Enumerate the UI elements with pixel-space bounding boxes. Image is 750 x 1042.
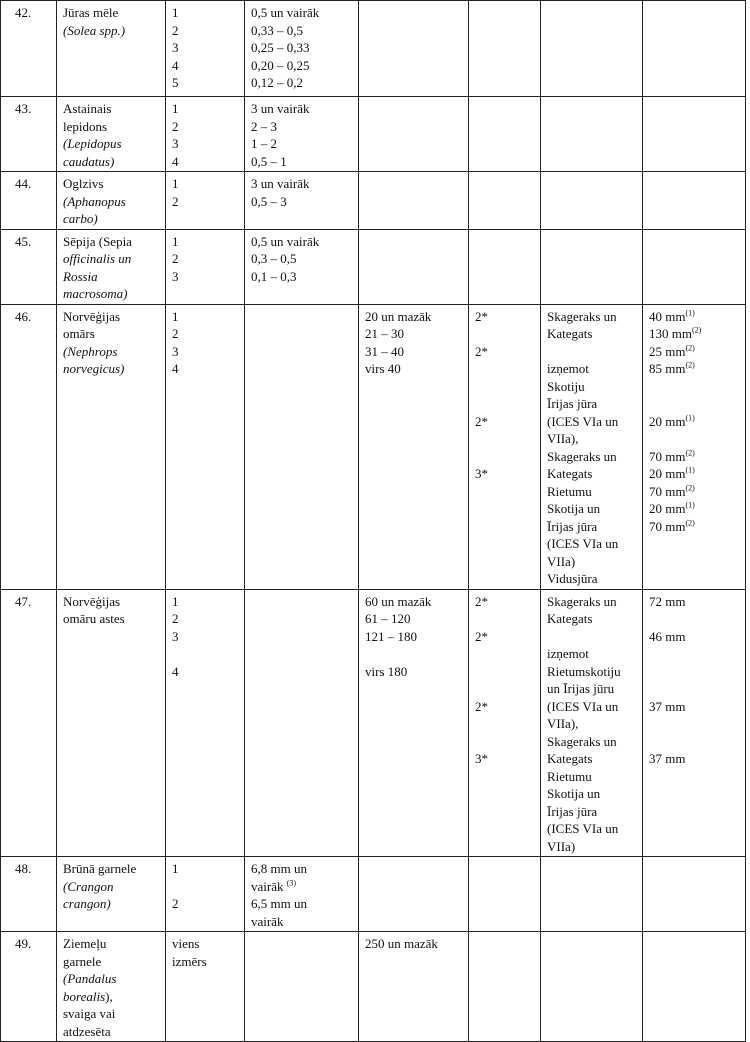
- table-row: [1, 857, 746, 932]
- count-list: 60 un mazāk 61 – 120 121 – 180 virs 180: [359, 589, 469, 857]
- row-number: 45.: [1, 229, 57, 304]
- category-list: 1 2 3 4 5: [166, 1, 245, 97]
- category-list: 1 2: [166, 172, 245, 230]
- row-number: 44.: [1, 172, 57, 230]
- species-name: Ziemeļu garnele (Pandalus borealis), svaiga vai atdzesēta: [57, 932, 166, 1042]
- table-row: [1, 1, 746, 97]
- row-number: 49.: [1, 932, 57, 1042]
- freshness-list: 2* 2* 2* 3*: [469, 304, 541, 589]
- species-name: Norvēģijas omārs (Nephrops norvegicus): [57, 304, 166, 589]
- table-row: [1, 589, 746, 857]
- row-number: 43.: [1, 97, 57, 172]
- table-row: [1, 97, 746, 172]
- species-name: Astainais lepidons (Lepidopus caudatus): [57, 97, 166, 172]
- row-number: 48.: [1, 857, 57, 932]
- table-row: [1, 304, 746, 589]
- table-row: [1, 229, 746, 304]
- category-list: viens izmērs: [166, 932, 245, 1042]
- species-name: Sēpija (Sepia officinalis un Rossia macrosoma): [57, 229, 166, 304]
- category-list: 1 2 3 4: [166, 589, 245, 857]
- category-list: 1 2 3: [166, 229, 245, 304]
- size-list: 6,8 mm un vairāk $^{(3)}$ 6,5 mm un vairāk: [245, 857, 359, 932]
- min-size-list: 72 mm 46 mm 37 mm 37 mm: [643, 589, 746, 857]
- row-number: 46.: [1, 304, 57, 589]
- category-list: 1 2 3 4: [166, 97, 245, 172]
- species-name: Norvēģijas omāru astes: [57, 589, 166, 857]
- row-number: 42.: [1, 1, 57, 97]
- row-number: 47.: [1, 589, 57, 857]
- area-list: Skageraks un Kategats izņemot Rietumskotiju un Īrijas jūru (ICES VIa un VIIa), Skageraks un Kategats Rietumu Skotija un Īrijas jūra (ICES VIa un VIIa): [541, 589, 643, 857]
- species-name: Jūras mēle (Solea spp.): [57, 1, 166, 97]
- count-list: 20 un mazāk 21 – 30 31 – 40 virs 40: [359, 304, 469, 589]
- table-row: [1, 172, 746, 230]
- size-list: 3 un vairāk 2 – 3 1 – 2 0,5 – 1: [245, 97, 359, 172]
- species-name: Oglzivs (Aphanopus carbo): [57, 172, 166, 230]
- size-list: 0,5 un vairāk 0,33 – 0,5 0,25 – 0,33 0,20 – 0,25 0,12 – 0,2: [245, 1, 359, 97]
- min-size-list: 40 $mm^{(1)}$ 130 $mm^{(2)}$ 25 $mm^{(2)}$ 85 $mm^{(2)}$ 20 $mm^{(1)}$ 70 $mm^{(2)}$ 20 $mm^{(1)}$ 70 $mm^{(2)}$ 20 $mm^{(1)}$ 70 $mm^{(2)}$: [643, 304, 746, 589]
- size-list: 0,5 un vairāk 0,3 – 0,5 0,1 – 0,3: [245, 229, 359, 304]
- count-list: 250 un mazāk: [359, 932, 469, 1042]
- size-list: 3 un vairāk 0,5 – 3: [245, 172, 359, 230]
- table-row: [1, 932, 746, 1042]
- species-name: Brūnā garnele (Crangon crangon): [57, 857, 166, 932]
- freshness-list: 2* 2* 2* 3*: [469, 589, 541, 857]
- area-list: Skageraks un Kategats izņemot Skotiju Īrijas jūra (ICES VIa un VIIa), Skageraks un Kategats Rietumu Skotija un Īrijas jūra (ICES VIa un VIIa) Vidusjūra: [541, 304, 643, 589]
- category-list: 1 2: [166, 857, 245, 932]
- category-list: 1 2 3 4: [166, 304, 245, 589]
